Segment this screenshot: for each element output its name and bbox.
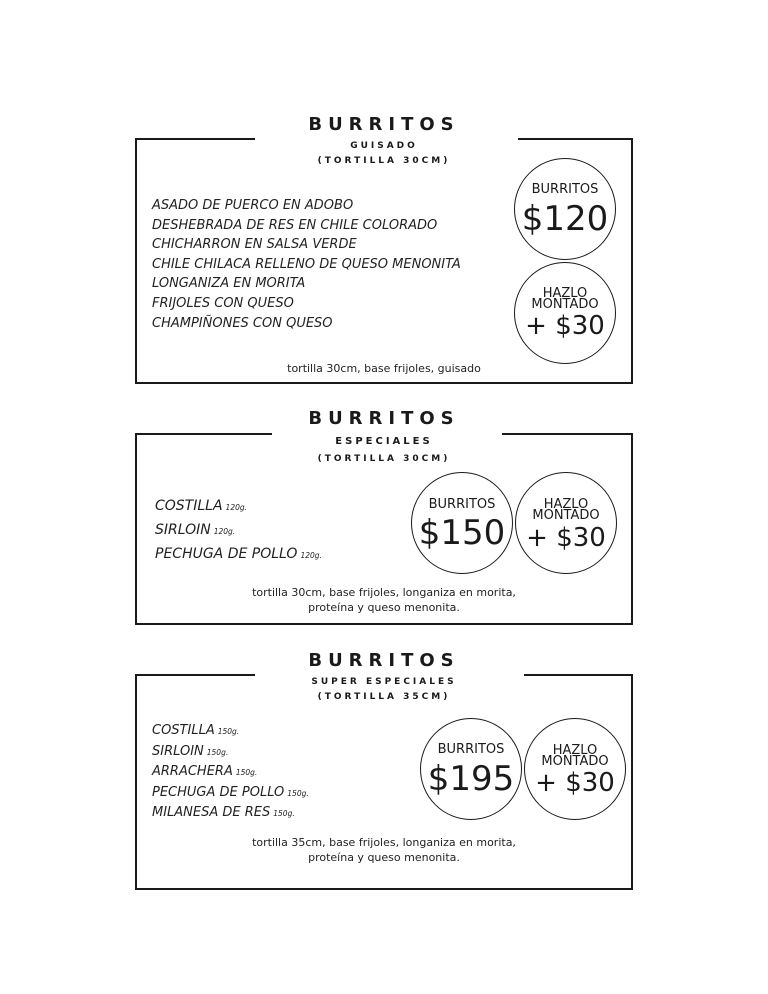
section-title: BURRITOS [308,114,460,135]
item-name: PECHUGA DE POLLO [155,546,298,562]
item-name: CHILE CHILACA RELLENO DE QUESO MENONITA [152,256,461,272]
price-label: BURRITOS [428,497,496,512]
list-item [152,721,309,742]
section-subtitle: ESPECIALES [335,436,433,447]
item-name: DESHEBRADA DE RES EN CHILE COLORADO [152,217,438,233]
section-tortilla-size: (TORTILLA 35CM) [317,692,451,702]
item-name: PECHUGA DE POLLO [152,784,285,800]
price-value: $150 [418,513,506,553]
section-subtitle: GUISADO [350,141,418,151]
item-weight: 120g. [213,527,236,536]
list-item [152,196,461,216]
section-note: proteína y queso menonita. [308,601,460,614]
addon-label: MONTADO [531,297,599,312]
price-label: BURRITOS [437,742,505,757]
item-weight: 120g. [300,551,322,560]
price-value: $120 [521,199,609,239]
list-item [152,235,461,255]
item-weight: 150g. [273,809,295,819]
addon-circle [524,718,626,820]
item-name: SIRLOIN [152,743,204,759]
item-weight: 150g. [206,747,229,757]
item-name: COSTILLA [155,498,223,514]
price-circle [411,472,513,574]
item-name: SIRLOIN [155,522,211,538]
item-weight: 150g. [287,788,309,798]
price-circle [420,718,522,820]
addon-price: + $30 [525,311,605,341]
addon-label: HAZLO [542,286,588,301]
list-item [152,742,309,763]
item-list [152,721,309,824]
list-item [155,495,322,519]
addon-label: HAZLO [543,497,589,512]
item-weight: 120g. [225,503,248,512]
section-title: BURRITOS [308,408,460,429]
section-note: proteína y queso menonita. [308,851,460,864]
section-note: tortilla 30cm, base frijoles, guisado [287,362,481,375]
addon-price: + $30 [535,768,615,798]
addon-price: + $30 [526,523,606,553]
item-list [152,196,461,333]
item-name: CHICHARRON EN SALSA VERDE [152,237,357,253]
list-item [152,274,461,294]
section-title: BURRITOS [308,650,460,671]
item-name: FRIJOLES CON QUESO [152,295,294,311]
addon-circle [514,262,616,364]
item-weight: 150g. [217,727,240,736]
addon-label: HAZLO [552,743,598,758]
list-item [155,519,322,543]
item-name: ARRACHERA [152,764,233,780]
addon-circle [515,472,617,574]
item-name: COSTILLA [152,723,215,738]
price-circle [514,158,616,260]
list-item [152,255,461,275]
list-item [152,294,461,314]
list-item [152,314,461,334]
section-tortilla-size: (TORTILLA 30CM) [317,454,451,464]
list-item [152,762,309,783]
item-name: LONGANIZA EN MORITA [152,276,306,292]
item-weight: 150g. [235,768,258,778]
section-note: tortilla 35cm, base frijoles, longaniza en morita, [252,836,516,849]
section-note: tortilla 30cm, base frijoles, longaniza en morita, [252,586,516,599]
list-item [152,803,309,824]
addon-label: MONTADO [532,508,600,523]
section-subtitle: SUPER ESPECIALES [311,677,457,687]
addon-label: MONTADO [541,754,609,769]
item-list [155,495,322,567]
price-label: BURRITOS [531,182,599,197]
price-value: $195 [427,759,515,799]
list-item [152,216,461,236]
item-name: CHAMPIÑONES CON QUESO [152,315,333,331]
item-name: ASADO DE PUERCO EN ADOBO [152,198,354,213]
list-item [152,783,309,804]
item-name: MILANESA DE RES [152,805,271,821]
list-item [155,543,322,567]
section-tortilla-size: (TORTILLA 30CM) [317,156,451,166]
